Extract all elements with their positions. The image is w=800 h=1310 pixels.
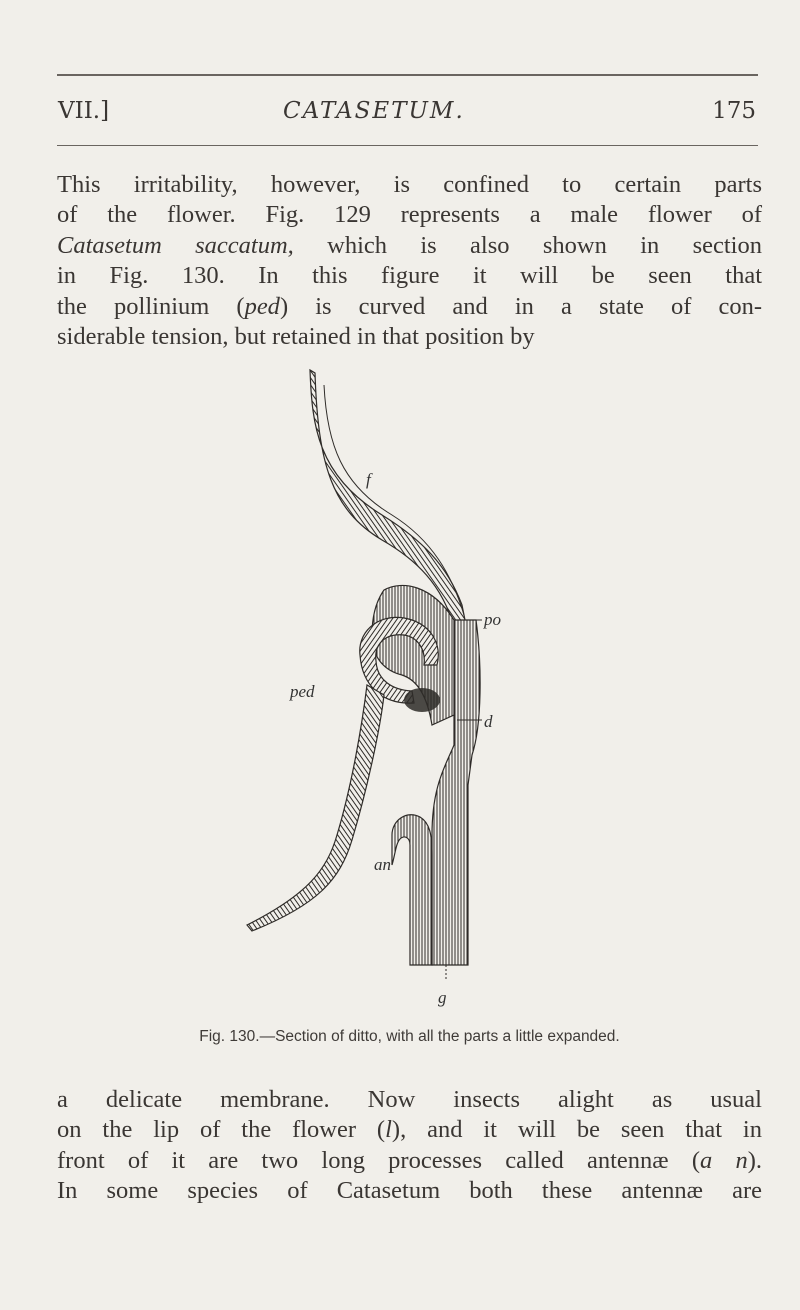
header-rule-top: [57, 74, 758, 76]
text-fragment: on the lip of the flower (: [57, 1116, 386, 1144]
label-reference: a n: [699, 1146, 748, 1174]
paragraph-top: [57, 170, 762, 352]
antenna-shape: [247, 685, 384, 931]
caption-text: —Section of ditto, with all the parts a little expanded.: [259, 1028, 620, 1045]
running-head-chapter: VII.]: [58, 98, 110, 124]
label-f: f: [366, 470, 371, 489]
label-g: g: [438, 988, 447, 1007]
header-rule-bottom: [57, 145, 758, 146]
figure-130-section-diagram: [232, 365, 552, 1007]
text-line: in Fig. 130. In this figure it will be seen that: [57, 262, 762, 290]
text-line: [57, 1115, 762, 1145]
antenna-hook: [392, 815, 432, 965]
text-line: [57, 292, 762, 322]
text-line: In some species of Catasetum both these antennæ are: [57, 1177, 762, 1205]
paragraph-bottom: [57, 1085, 762, 1207]
text-fragment: ) is curved and in a state of con-: [279, 292, 762, 320]
text-fragment: which is also shown in section: [293, 231, 762, 259]
label-d: d: [484, 712, 493, 731]
text-line: siderable tension, but retained in that position by: [57, 323, 535, 351]
text-line: [57, 231, 762, 261]
figure-caption: [57, 1028, 762, 1046]
text-fragment: the pollinium (: [57, 292, 245, 320]
species-name: Catasetum saccatum,: [57, 231, 294, 259]
text-line: of the flower. Fig. 129 represents a male flower of: [57, 201, 762, 229]
label-reference: ped: [244, 292, 280, 320]
text-fragment: ).: [747, 1146, 762, 1174]
caption-figure-number: Fig. 130.: [199, 1028, 260, 1045]
label-an: an: [374, 855, 391, 874]
label-po: po: [484, 610, 501, 629]
label-reference: l: [385, 1116, 392, 1144]
text-line: a delicate membrane. Now insects alight as usual: [57, 1086, 762, 1113]
text-line: [57, 1146, 762, 1176]
text-fragment: front of it are two long processes called antennæ (: [57, 1146, 700, 1174]
text-line: This irritability, however, is confined to certain parts: [57, 171, 762, 198]
page-number: 175: [712, 98, 756, 124]
text-fragment: ), and it will be seen that in: [391, 1116, 762, 1144]
label-ped: ped: [290, 682, 315, 701]
running-head-title: CATASETUM.: [283, 98, 465, 124]
